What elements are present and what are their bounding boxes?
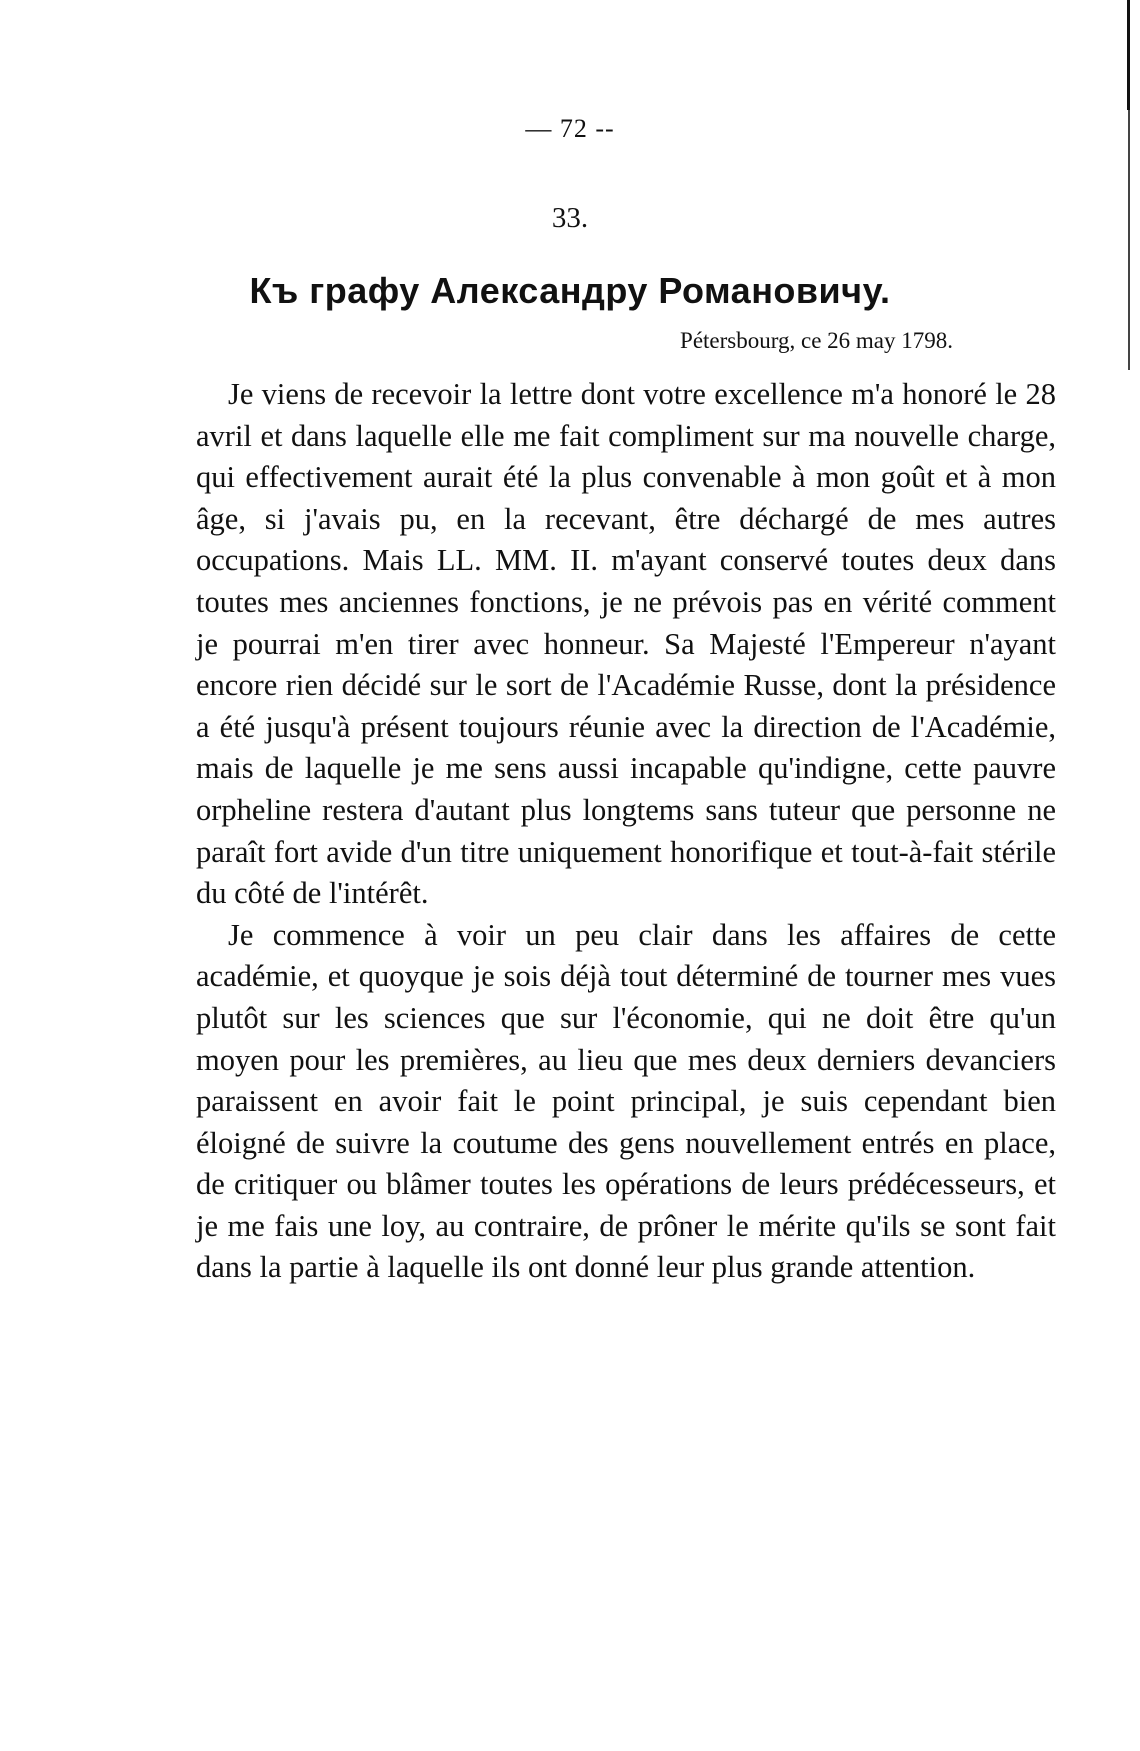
page-edge-rule-lower: [1128, 110, 1130, 370]
body-paragraph-1: Je viens de recevoir la lettre dont votre excellence m'a honoré le 28 avril et dans laquelle elle me fait compliment sur ma nouvelle charge, qui effectivement aurait été la plus convenable à mon goût et à mon âge, si j'avais pu, en la recevant, être déchargé de mes autres occupations. Mais LL. MM. II. m'ayant conservé toutes deux dans toutes mes anciennes fonctions, je ne prévois pas en vérité comment je pourrai m'en tirer avec honneur. Sa Majesté l'Empereur n'ayant encore rien décidé sur le sort de l'Académie Russe, dont la présidence a été jusqu'à présent toujours réunie avec la direction de l'Académie, mais de laquelle je me sens aussi incapable qu'indigne, cette pauvre orpheline restera d'autant plus longtems sans tuteur que personne ne paraît fort avide d'un titre uniquement honorifique et tout-à-fait stérile du côté de l'intérêt.: [196, 377, 1056, 911]
letter-number: 33.: [551, 202, 589, 234]
page-edge-rule: [1127, 0, 1130, 110]
letter-body: [196, 374, 1056, 1289]
body-paragraph-2: Je commence à voir un peu clair dans les affaires de cette académie, et quoyque je sois déjà tout déterminé de tourner mes vues plutôt sur les sciences que sur l'économie, qui ne doit être qu'un moyen pour les premières, au lieu que mes deux derniers devanciers paraissent en avoir fait le point principal, je suis cependant bien éloigné de suivre la coutume des gens nouvellement entrés en place, de critiquer ou blâmer toutes les opérations de leurs prédécesseurs, et je me fais une loy, au contraire, de prôner le mérite qu'ils se sont fait dans la partie à laquelle ils ont donné leur plus grande attention.: [196, 917, 1056, 1285]
page-number: — 72 --: [525, 114, 615, 143]
letter-addressee-heading: Къ графу Александру Романовичу.: [249, 270, 891, 311]
letter-dateline: Pétersbourg, ce 26 may 1798.: [680, 328, 953, 353]
